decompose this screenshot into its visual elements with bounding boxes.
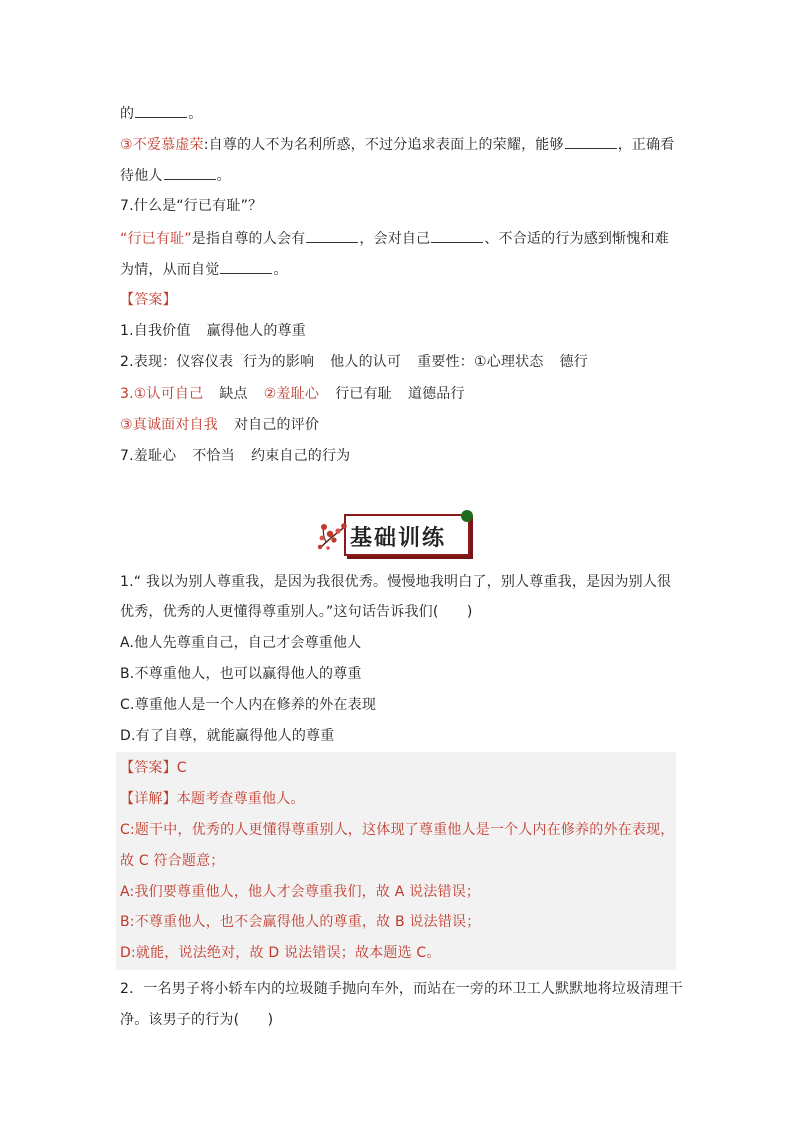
q1-detail-5: B:不尊重他人，也不会赢得他人的尊重，故 B 说法错误； [120,914,481,930]
answer-3-f: ③真诚面对自我 [120,417,218,433]
blank [306,228,358,243]
answer-2-a: 2.表现：仪容仪表 [120,354,234,370]
answer-2-c: 他人的认可 [330,354,402,370]
q1-detail-1: 【详解】本题考查尊重他人。 [120,791,305,807]
answer-2-e: 德行 [559,354,588,370]
q1-option-d: D.有了自尊，就能赢得他人的尊重 [120,728,335,744]
answer-3-a: 3.①认可自己 [120,386,204,402]
q1-option-c: C.尊重他人是一个人内在修养的外在表现 [120,697,377,713]
q1-option-b: B.不尊重他人，也可以赢得他人的尊重 [120,666,362,682]
point3-line-1 [120,134,675,155]
intro-line-1 [120,103,202,124]
intro-line1-prefix: 的 [120,106,135,122]
answer-1-b: 赢得他人的尊重 [206,323,306,339]
point3-line2-prefix: 待他人 [120,168,163,184]
point3-text-a: :自尊的人不为名利所惑，不过分追求表面上的荣耀，能够 [203,137,564,153]
blank [220,259,272,274]
q2-stem-line-1: 2．一名男子将小轿车内的垃圾随手抛向车外，而站在一旁的环卫工人默默地将垃圾清理干 [120,981,683,997]
banner-dot-icon [461,510,473,522]
answer-7-a: 7.羞耻心 [120,448,177,464]
q1-stem-line-1: 1.“ 我以为别人尊重我，是因为我很优秀。慢慢地我明白了，别人尊重我，是因为别人很 [120,574,672,590]
answer-7-c: 约束自己的行为 [250,448,351,464]
q1-detail-3: 故 C 符合题意； [120,853,225,869]
q7-text-c: ，会对自己 [359,231,431,247]
answer-2-b: 行为的影响 [243,354,315,370]
point3-line-2 [120,165,231,186]
q7-quote: “行已有耻” [120,231,192,247]
answer-3-b: 缺点 [219,386,248,402]
q7-line-2 [120,259,288,280]
q7-line2-prefix: 为情，从而自觉 [120,262,220,278]
q1-answer: 【答案】C [120,760,187,776]
q7-line2-suffix: 。 [273,262,288,278]
answer-7-b: 不恰当 [192,448,235,464]
answer-3-g: 对自己的评价 [233,417,320,433]
answer-3 [120,384,465,404]
q1-detail-2: C:题干中，优秀的人更懂得尊重别人，这体现了尊重他人是一个人内在修养的外在表现， [120,822,675,838]
q7-title: 7.什么是“行已有耻”？ [120,198,263,214]
q1-stem-line-2: 优秀，优秀的人更懂得尊重别人。”这句话告诉我们( ) [120,604,473,620]
q7-text-d: 、不合适的行为感到惭愧和难 [484,231,669,247]
blank [164,165,216,180]
answer-3-c: ②羞耻心 [263,386,320,402]
q1-option-a: A.他人先尊重自己，自己才会尊重他人 [120,635,362,651]
answer-3-cont [120,415,319,435]
q7-text-b: 是指自尊的人会有 [191,231,306,247]
point3-text-b: ，正确看 [617,137,675,153]
answer-7 [120,446,350,466]
answer-3-d: 行已有耻 [335,386,392,402]
answer-3-e: 道德品行 [407,386,465,402]
section-banner [320,510,470,556]
answer-2-d: 重要性：①心理状态 [417,354,544,370]
q7-line-1 [120,228,669,249]
blank [431,228,483,243]
plum-blossom-icon [316,520,350,554]
blank [135,103,187,118]
answer-1 [120,321,306,341]
section-title: 基础训练 [350,525,447,551]
answers-header: 【答案】 [120,292,177,308]
blank [565,134,617,149]
answer-1-a: 1.自我价值 [120,323,191,339]
q1-detail-6: D:就能，说法绝对，故 D 说法错误；故本题选 C。 [120,945,441,961]
point3-label: ③不爱慕虚荣 [120,137,204,153]
intro-line1-suffix: 。 [188,106,203,122]
q1-detail-4: A:我们要尊重他人，他人才会尊重我们，故 A 说法错误； [120,884,481,900]
q2-stem-line-2: 净。该男子的行为( ) [120,1012,274,1028]
answer-2 [120,352,588,372]
point3-line2-suffix: 。 [216,168,231,184]
